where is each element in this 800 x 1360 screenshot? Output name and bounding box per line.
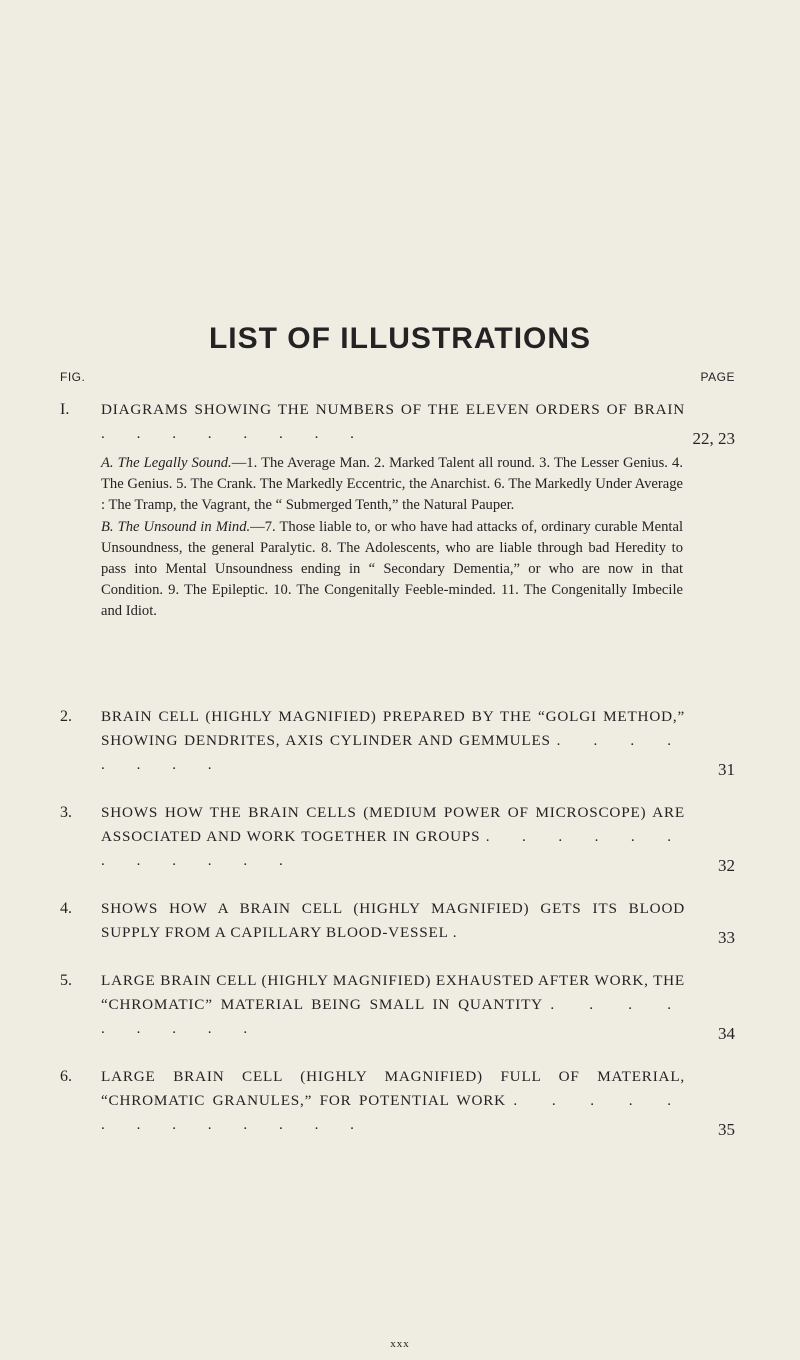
illustration-entry-4 — [60, 897, 735, 945]
entry-title: LARGE BRAIN CELL (HIGHLY MAGNIFIED) FULL OF MATERIAL, “CHROMATIC GRANULES,” FOR POTENTIAL WORK . . . . . . . . . . . . . — [101, 1068, 685, 1133]
entry-title: LARGE BRAIN CELL (HIGHLY MAGNIFIED) EXHAUSTED AFTER WORK, THE “CHROMATIC” MATERIAL BEING SMALL IN QUANTITY . . . . . . . . . — [101, 972, 686, 1037]
entry-title: SHOWS HOW THE BRAIN CELLS (MEDIUM POWER OF MICROSCOPE) ARE ASSOCIATED AND WORK TOGETHER IN GROUPS . . . . . . . . . . . . — [101, 804, 685, 869]
entry-number: 3. — [60, 804, 72, 821]
leader-dots: . — [452, 924, 471, 941]
entry-title: BRAIN CELL (HIGHLY MAGNIFIED) PREPARED BY THE “GOLGI METHOD,” SHOWING DENDRITES, AXIS CYLINDER AND GEMMULES . . . . . . . . — [101, 708, 685, 773]
entry-title: SHOWS HOW A BRAIN CELL (HIGHLY MAGNIFIED) GETS ITS BLOOD SUPPLY FROM A CAPILLARY BLOOD-VESSEL . — [101, 900, 685, 941]
entry-number: 4. — [60, 900, 72, 917]
entry-page: 33 — [718, 928, 735, 947]
entry-number: 2. — [60, 708, 72, 725]
leader-dots: . . . . . . . . . . . . — [101, 828, 685, 869]
entry-number: 5. — [60, 972, 72, 989]
page-footer-numeral: xxx — [390, 1338, 410, 1350]
illustration-entry-2 — [60, 705, 735, 777]
leader-dots: . . . . . . . . — [101, 425, 368, 442]
section-heading: B. The Unsound in Mind. — [101, 518, 251, 535]
entry-page: 34 — [718, 1024, 735, 1043]
entry-page: 31 — [718, 760, 735, 779]
page-title: LIST OF ILLUSTRATIONS — [208, 322, 592, 355]
leader-dots: . . . . . . . . . . . . . — [101, 1092, 685, 1133]
illustration-entry-5 — [60, 969, 735, 1041]
illustration-entry-1 — [60, 398, 735, 446]
fig-column-label: FIG. — [60, 370, 86, 384]
entry-page: 22, 23 — [692, 429, 735, 448]
entry-title: DIAGRAMS SHOWING THE NUMBERS OF THE ELEVEN ORDERS OF BRAIN . . . . . . . . — [101, 401, 685, 442]
entry-1-description — [101, 453, 683, 623]
entry-page: 35 — [718, 1120, 735, 1139]
leader-dots: . . . . . . . . — [101, 732, 685, 773]
leader-dots: . . . . . . . . . — [101, 996, 686, 1037]
entry-page: 32 — [718, 856, 735, 875]
entry-number: 6. — [60, 1068, 72, 1085]
illustration-entry-6 — [60, 1065, 735, 1137]
illustration-entry-3 — [60, 801, 735, 873]
description-section-b: B. The Unsound in Mind.—7. Those liable to, or who have had attacks of, ordinary curable Mental Unsoundness, the general Paralytic. 8. The Adolescents, who are liable through bad Heredity to pass into Mental Unsoundness ending in “ Secondary Dementia,” or who are now in that Condition. 9. The Epileptic. 10. The Congenitally Feeble-minded. 11. The Congenitally Imbecile and Idiot. — [101, 518, 683, 620]
page-column-label: PAGE — [700, 370, 735, 384]
section-heading: A. The Legally Sound. — [101, 455, 232, 471]
entry-number: I. — [60, 401, 70, 418]
description-section-a: A. The Legally Sound.—1. The Average Man. 2. Marked Talent all round. 3. The Lesser Genius. 4. The Genius. 5. The Crank. The Markedly Eccentric, the Anarchist. 6. The Markedly Under Average : The Tramp, the Vagrant, the “ Submerged Tenth,” the Natural Pauper. — [101, 455, 683, 514]
